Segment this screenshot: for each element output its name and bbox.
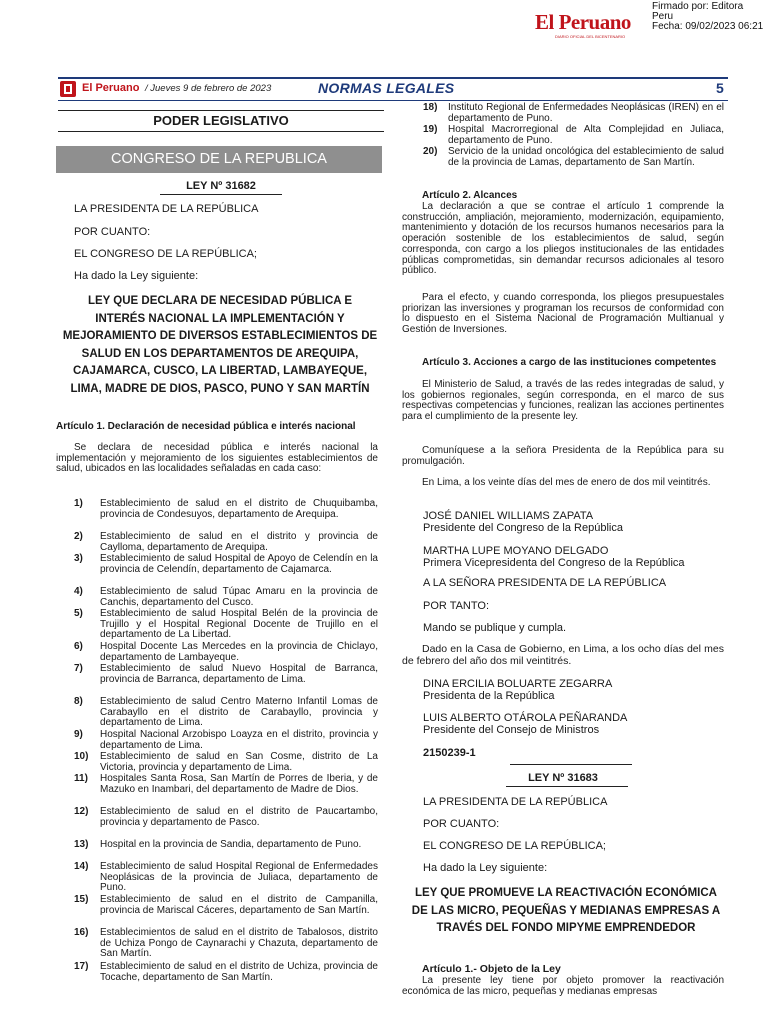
header-rule-top [58,77,728,79]
signatory-1-role: Presidente del Congreso de la República [423,522,623,534]
dado-line: Dado en la Casa de Gobierno, en Lima, a los ocho días del mes de febrero del año dos mil veintitrés. [402,643,724,667]
a-la-senora-line: A LA SEÑORA PRESIDENTA DE LA REPÚBLICA [423,577,667,589]
header-section-title: NORMAS LEGALES [318,80,455,96]
list-item-number: 11) [74,773,88,784]
list-item-text: Establecimiento de salud Nuevo Hospital de Barranca, provincia de Barranca, departamento de Lima. [100,663,378,685]
list-item-text: Hospital Nacional Arzobispo Loayza en el distrito, provincia y departamento de Lima. [100,729,378,751]
article-3-body: El Ministerio de Salud, a través de las redes integradas de salud, y los gobiernos regionales, según corresponda, en el marco de sus respectivas competencias y funciones, realizan las acciones pertinentes para el cumplimiento de la presente ley. [402,379,724,423]
list-item-text: Establecimiento de salud en el distrito de Uchiza, provincia de Tocache, departamento de San Martín. [100,961,378,983]
law-2-article-1-heading: Artículo 1.- Objeto de la Ley [422,963,561,975]
article-2-heading: Artículo 2. Alcances [422,190,518,201]
header-rule-bottom [58,100,728,101]
law-2-number-underline [506,786,628,787]
digital-signature-stamp [652,2,763,32]
list-item-text: Establecimiento de salud en el distrito de Campanilla, provincia de Mariscal Cáceres, departamento de San Martín. [100,894,378,916]
list-item-text: Servicio de la unidad oncológica del establecimiento de salud de la provincia de Lamas, departamento de San Martín. [448,146,724,168]
list-item-text: Establecimiento de salud en San Cosme, distrito de La Victoria, provincia y departamento de Lima. [100,751,378,773]
ha-dado-line: Ha dado la Ley siguiente: [74,270,199,282]
list-item-number: 19) [423,124,438,135]
coat-of-arms-icon [58,80,78,98]
article-2-body-1: La declaración a que se contrae el artículo 1 comprende la construcción, ampliación, mejoramiento, modernización, equipamiento, mantenimiento y dotación de los recursos humanos necesarios para la operación sostenible de los establecimientos de salud, según corresponda, con cargo a los pliegos institucionales de las entidades públicas comprometidas, sin demandar recursos adicionales al tesoro público. [402,201,724,277]
list-item-text: Hospital Docente Las Mercedes en la provincia de Chiclayo, departamento de Lambayeque. [100,641,378,663]
law-number: LEY Nº 31682 [186,180,256,192]
list-item-number: 5) [74,608,83,619]
en-lima-line: En Lima, a los veinte días del mes de enero de dos mil veintitrés. [422,477,711,488]
list-item-text: Hospitales Santa Rosa, San Martín de Porres de Iberia, y de Mazuko en Inambari, del departamento de Madre de Dios. [100,773,378,795]
list-item-number: 12) [74,806,89,817]
list-item-text: Establecimiento de salud en el distrito de Chuquibamba, provincia de Condesuyos, departamento de Arequipa. [100,498,378,520]
article-3-heading: Artículo 3. Acciones a cargo de las instituciones competentes [422,357,717,368]
list-item-number: 17) [74,961,89,972]
stamp-line-3: Fecha: 09/02/2023 06:21 [652,21,764,32]
el-peruano-logo: El Peruano [535,10,631,34]
law-2-president-line: LA PRESIDENTA DE LA REPÚBLICA [423,796,608,808]
list-item-text: Establecimiento de salud Hospital Regional de Enfermedades Neoplásicas de la provincia de Juliaca, departamento de Puno. [100,861,378,894]
list-item-number: 2) [74,531,83,542]
list-item-number: 20) [423,146,438,157]
law-title: LEY QUE DECLARA DE NECESIDAD PÚBLICA E INTERÉS NACIONAL LA IMPLEMENTACIÓN Y MEJORAMIENTO DE DIVERSOS ESTABLECIMIENTOS DE SALUD EN LOS DEPARTAMENTOS DE AREQUIPA, CAJAMARCA, CUSCO, LA LIBERTAD, LAMBAYEQUE, LIMA, MADRE DE DIOS, PASCO, PUNO Y SAN MARTÍN [62,295,378,395]
article-1-heading: Artículo 1. Declaración de necesidad pública e interés nacional [56,421,356,432]
law-number-underline [160,194,282,195]
signatory-3-name: DINA ERCILIA BOLUARTE ZEGARRA [423,678,613,690]
stamp-line-2: Peru [652,11,674,22]
el-peruano-logo-subtitle: DIARIO OFICIAL DEL BICENTENARIO [555,34,626,39]
separator-line [510,764,632,765]
list-item-number: 7) [74,663,83,674]
list-item-text: Hospital Macrorregional de Alta Complejidad en Juliaca, departamento de Puno. [448,124,724,146]
congress-title: CONGRESO DE LA REPUBLICA [111,151,327,167]
list-item-number: 1) [74,498,83,509]
section-title: PODER LEGISLATIVO [153,113,289,128]
publication-code: 2150239-1 [423,747,476,759]
page-number: 5 [716,80,724,96]
signatory-4-name: LUIS ALBERTO OTÁROLA PEÑARANDA [423,712,628,724]
law-2-ha-dado-line: Ha dado la Ley siguiente: [423,862,548,874]
list-item-text: Establecimiento de salud en el distrito de Paucartambo, provincia y departamento de Pasco. [100,806,378,828]
list-item-text: Establecimiento de salud Hospital Belén de la provincia de Trujillo y el Hospital Regional Docente de Trujillo en el departamento de La Libertad. [100,608,378,641]
list-item-text: Establecimientos de salud en el distrito de Tabalosos, distrito de Uchiza Pongo de Caynarachi y Chazuta, departamento de San Martín. [100,927,378,960]
list-item-number: 15) [74,894,89,905]
header-date: / Jueves 9 de febrero de 2023 [145,83,272,94]
list-item-number: 3) [74,553,83,564]
header-publication-name: El Peruano [82,82,140,94]
signatory-4-role: Presidente del Consejo de Ministros [423,724,600,736]
president-line: LA PRESIDENTA DE LA REPÚBLICA [74,203,259,215]
list-item-text: Establecimiento de salud Túpac Amaru en la provincia de Canchis, departamento del Cusco. [100,586,378,608]
list-item-number: 6) [74,641,83,652]
signatory-1-name: JOSÉ DANIEL WILLIAMS ZAPATA [423,510,594,522]
signatory-2-role: Primera Vicepresidenta del Congreso de la República [423,557,685,569]
section-rule-top [58,110,384,111]
law-2-por-cuanto: POR CUANTO: [423,818,500,830]
law-2-congress-line: EL CONGRESO DE LA REPÚBLICA; [423,840,606,852]
list-item-number: 14) [74,861,89,872]
section-rule-bottom [58,131,384,132]
law-2-article-1-body: La presente ley tiene por objeto promover la reactivación económica de las micro, pequeñas y medianas empresas [402,975,724,997]
list-item-number: 16) [74,927,89,938]
list-item-number: 18) [423,102,438,113]
stamp-line-1: Firmado por: Editora [652,1,744,12]
list-item-text: Establecimiento de salud Hospital de Apoyo de Celendín en la provincia de Celendín, departamento de Cajamarca. [100,553,378,575]
list-item-number: 8) [74,696,83,707]
list-item-number: 4) [74,586,83,597]
signatory-3-role: Presidenta de la República [423,690,555,702]
mando-line: Mando se publique y cumpla. [423,622,567,634]
article-1-body: Se declara de necesidad pública e interés nacional la implementación y mejoramiento de los siguientes establecimientos de salud, ubicados en las localidades señaladas en cada caso: [56,442,378,475]
list-item-text: Establecimiento de salud Centro Materno Infantil Lomas de Carabayllo en el distrito de Carabayllo, provincia y departamento de Lima. [100,696,378,729]
signatory-2-name: MARTHA LUPE MOYANO DELGADO [423,545,609,557]
por-tanto: POR TANTO: [423,600,490,612]
list-item-number: 13) [74,839,89,850]
por-cuanto: POR CUANTO: [74,226,151,238]
list-item-text: Hospital en la provincia de Sandia, departamento de Puno. [100,839,362,850]
list-item-number: 9) [74,729,83,740]
congress-line: EL CONGRESO DE LA REPÚBLICA; [74,248,257,260]
article-2-body-2: Para el efecto, y cuando corresponda, los pliegos presupuestales priorizan las inversiones y programan los recursos de conformidad con lo dispuesto en el Sistema Nacional de Programación Multianual y Gestión de Inversiones. [402,292,724,336]
list-item-number: 10) [74,751,89,762]
law-2-title: LEY QUE PROMUEVE LA REACTIVACIÓN ECONÓMICA DE LAS MICRO, PEQUEÑAS Y MEDIANAS EMPRESAS A TRAVÉS DEL FONDO MIPYME EMPRENDEDOR [411,887,721,934]
comuniquese-line: Comuníquese a la señora Presidenta de la República para su promulgación. [402,445,724,467]
law-2-number: LEY Nº 31683 [528,772,598,784]
list-item-text: Establecimiento de salud en el distrito y provincia de Caylloma, departamento de Arequipa. [100,531,378,553]
list-item-text: Instituto Regional de Enfermedades Neoplásicas (IREN) en el departamento de Puno. [448,102,724,124]
